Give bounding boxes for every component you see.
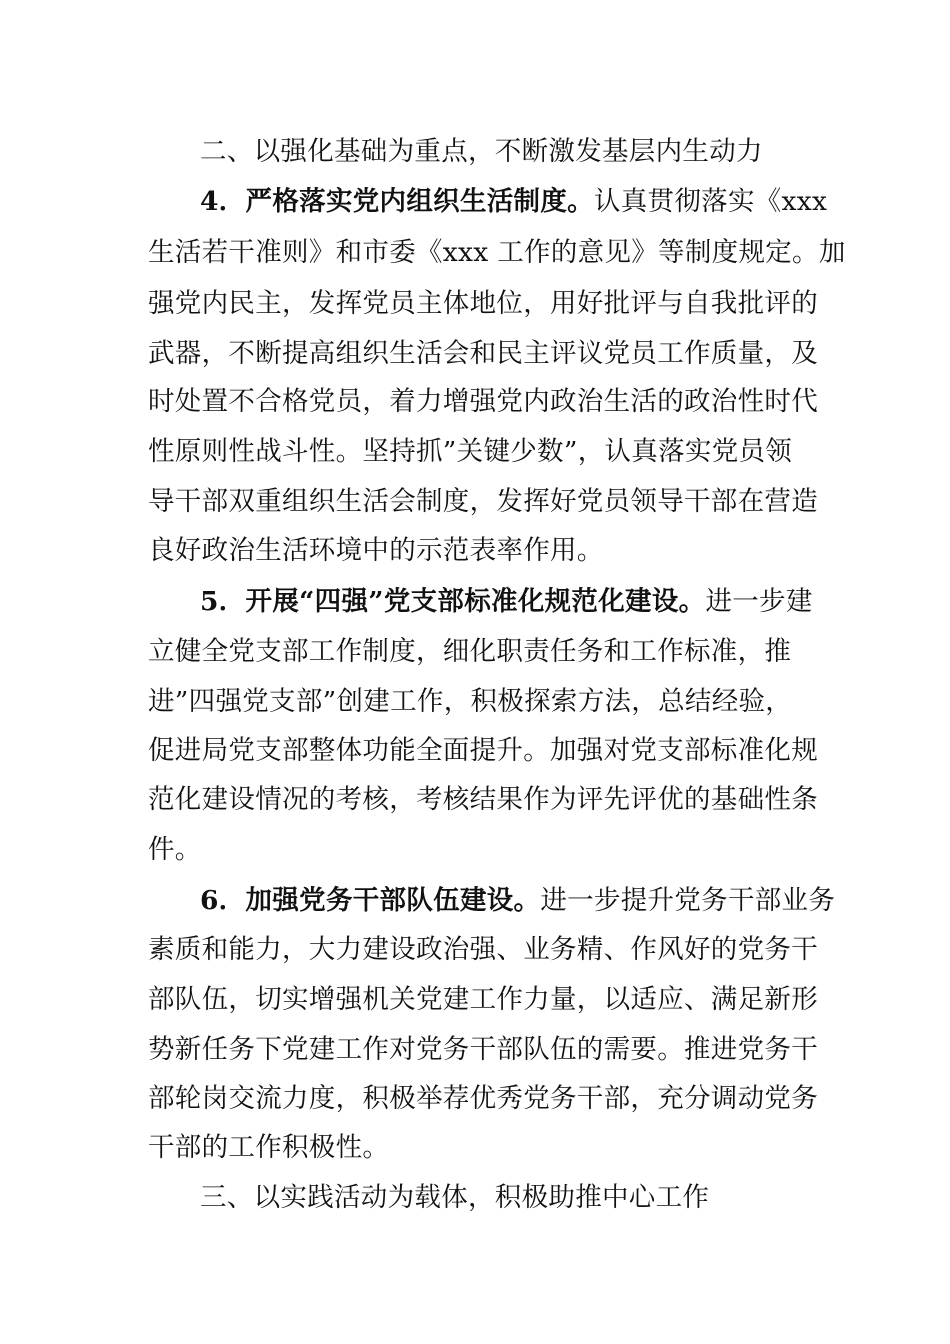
section-heading-3: 三、以实践活动为载体，积极助推中心工作 (200, 1182, 710, 1213)
item-6-text: 进一步提升党务干部业务 (540, 885, 836, 916)
paragraph-line: 强党内民主，发挥党员主体地位，用好批评与自我批评的 (148, 288, 818, 319)
paragraph-line: 部轮岗交流力度，积极举荐优秀党务干部，充分调动党务 (148, 1083, 818, 1114)
item-5-title: 5．开展“四强”党支部标准化规范化建设。 (200, 586, 706, 617)
item-6-first-line (200, 884, 860, 918)
paragraph-line: 立健全党支部工作制度，细化职责任务和工作标准，推 (148, 636, 792, 667)
item-4-title: 4．严格落实党内组织生活制度。 (200, 186, 594, 217)
item-6-title: 6．加强党务干部队伍建设。 (200, 885, 541, 916)
paragraph-line: 素质和能力，大力建设政治强、业务精、作风好的党务干 (148, 934, 818, 965)
item-5-first-line (200, 585, 860, 619)
paragraph-line: 势新任务下党建工作对党务干部队伍的需要。推进党务干 (148, 1034, 818, 1065)
item-5-text: 进一步建 (705, 586, 813, 617)
paragraph-line: 促进局党支部整体功能全面提升。加强对党支部标准化规 (148, 735, 818, 766)
paragraph-line: 部队伍，切实增强机关党建工作力量，以适应、满足新形 (148, 984, 818, 1015)
paragraph-line: 进”四强党支部”创建工作，积极探索方法，总结经验， (148, 686, 793, 717)
paragraph-line: 良好政治生活环境中的示范表率作用。 (148, 535, 604, 566)
section-heading-2: 二、以强化基础为重点，不断激发基层内生动力 (200, 136, 763, 167)
item-4-text: 认真贯彻落实《xxx (593, 186, 828, 217)
paragraph-line: 件。 (148, 834, 202, 865)
paragraph-line: 性原则性战斗性。坚持抓”关键少数”，认真落实党员领 (148, 436, 793, 467)
paragraph-line: 范化建设情况的考核，考核结果作为评先评优的基础性条 (148, 784, 818, 815)
item-4-first-line (200, 185, 860, 219)
paragraph-line: 时处置不合格党员，着力增强党内政治生活的政治性时代 (148, 386, 818, 417)
paragraph-line: 生活若干准则》和市委《xxx 工作的意见》等制度规定。加 (148, 237, 846, 268)
paragraph-line: 武器，不断提高组织生活会和民主评议党员工作质量，及 (148, 338, 818, 369)
paragraph-line: 导干部双重组织生活会制度，发挥好党员领导干部在营造 (148, 486, 818, 517)
paragraph-line: 干部的工作积极性。 (148, 1132, 390, 1163)
